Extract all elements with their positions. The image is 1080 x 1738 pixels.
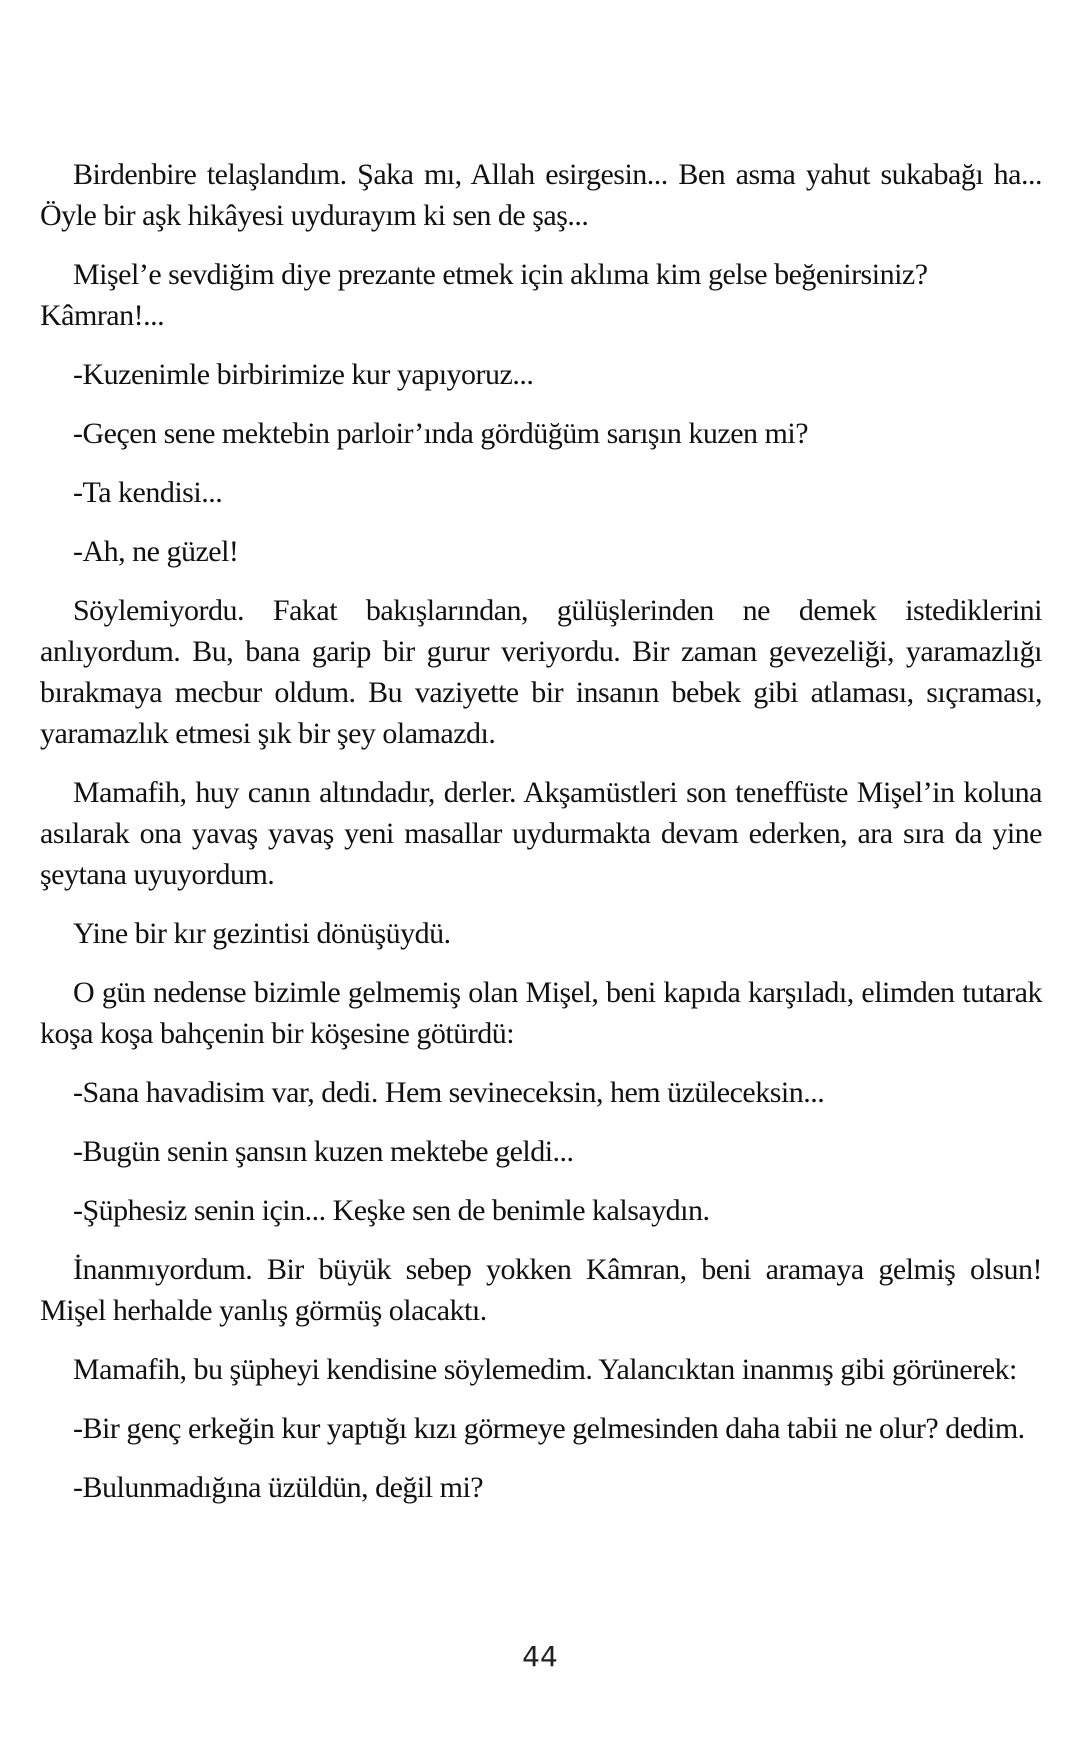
paragraph: Yine bir kır gezintisi dönüşüydü. — [73, 917, 451, 950]
dialogue-line: -Kuzenimle birbirimize kur yapıyoruz... — [73, 358, 534, 391]
paragraph: Mişel’e sevdiğim diye prezante etmek için aklıma kim gelse beğenirsiniz? Kâmran!... — [40, 258, 928, 332]
dialogue-line: -Ta kendisi... — [73, 476, 223, 509]
dialogue-line: -Bulunmadığına üzüldün, değil mi? — [73, 1471, 484, 1504]
dialogue-line: -Geçen sene mektebin parloir’ında gördüğüm sarışın kuzen mi? — [73, 417, 809, 450]
paragraph: O gün nedense bizimle gelmemiş olan Mişel, beni kapıda karşıladı, elimden tutarak koşa koşa bahçenin bir köşesine götürdü: — [40, 976, 1042, 1050]
dialogue-line: -Bugün senin şansın kuzen mektebe geldi... — [73, 1135, 574, 1168]
dialogue-line: -Şüphesiz senin için... Keşke sen de benimle kalsaydın. — [73, 1194, 710, 1227]
dialogue-line: -Ah, ne güzel! — [73, 535, 239, 568]
dialogue-line: -Sana havadisim var, dedi. Hem sevineceksin, hem üzüleceksin... — [73, 1076, 825, 1109]
dialogue-line: -Bir genç erkeğin kur yaptığı kızı görmeye gelmesinden daha tabii ne olur? dedim. — [73, 1412, 1025, 1445]
paragraph: Birdenbire telaşlandım. Şaka mı, Allah esirgesin... Ben asma yahut sukabağı ha... Öyle bir aşk hikâyesi uydurayım ki sen de şaş... — [40, 158, 1042, 232]
page-body — [40, 154, 1042, 1526]
paragraph: Söylemiyordu. Fakat bakışlarından, gülüşlerinden ne demek istediklerini anlıyordum. Bu, bana garip bir gurur veriyordu. Bir zaman gevezeliği, yaramazlığı bırakmaya mecbur oldum. Bu vaziyette bir insanın bebek gibi atlaması, sıçraması, yaramazlık etmesi şık bir şey olamazdı. — [40, 594, 1042, 750]
paragraph: Mamafih, huy canın altındadır, derler. Akşamüstleri son teneffüste Mişel’in koluna asılarak ona yavaş yavaş yeni masallar uydurmakta devam ederken, ara sıra da yine şeytana uyuyordum. — [40, 776, 1042, 891]
page-number: 44 — [522, 1640, 558, 1673]
paragraph: Mamafih, bu şüpheyi kendisine söylemedim. Yalancıktan inanmış gibi görünerek: — [73, 1353, 1017, 1386]
paragraph: İnanmıyordum. Bir büyük sebep yokken Kâmran, beni aramaya gelmiş olsun! Mişel herhalde yanlış görmüş olacaktı. — [40, 1253, 1042, 1327]
